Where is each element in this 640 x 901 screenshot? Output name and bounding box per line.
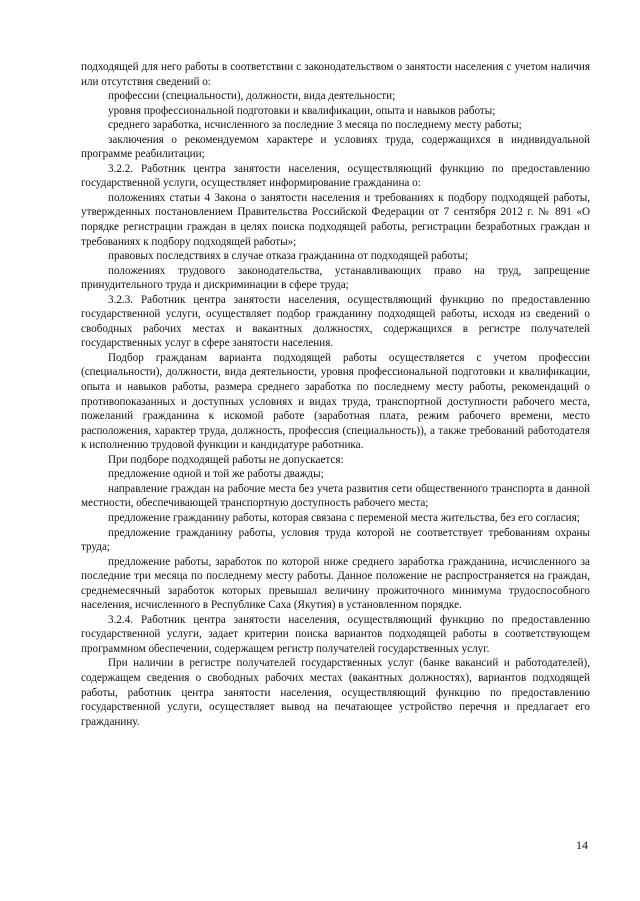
list-item-law-article-4: положениях статьи 4 Закона о занятости населения и требованиях к подбору подходящей работы, утвержденных постановлением Правительства Российской Федерации от 7 сентября 2012 г. № 891 «О порядке регистрации граждан в целях поиска подходящей работы, регистрации безработных граждан и требованиях к подбору подходящей работы»; [81,191,590,248]
paragraph-not-allowed: При подборе подходящей работы не допускается: [108,453,344,466]
paragraph-selection-criteria: Подбор гражданам варианта подходящей работы осуществляется с учетом профессии (специальности), должности, вида деятельности, уровня профессиональной подготовки и квалификации, опыта и навыков работы, размера среднего заработка по последнему месту работы, рекомендаций о противопоказанных и доступных условиях и видах труда, транспортной доступности рабочего места, пожеланий гражданина к искомой работе (заработная плата, режим рабочего времени, место расположения, характер труда, должность, профессия (специальность)), а также требований работодателя к исполнению трудовой функции и кандидатуре работника. [81,351,590,452]
paragraph-vacancy-register: При наличии в регистре получателей государственных услуг (банке вакансий и работодателей), содержащем сведения о свободных рабочих местах (вакантных должностях), вариантов подходящей работы, работник центра занятости населения, осуществляющий функцию по предоставлению государственной услуги, осуществляет вывод на печатающее устройство перечня и предлагает его гражданину. [81,657,590,728]
section-3-2-2: 3.2.2. Работник центра занятости населения, осуществляющий функцию по предоставлению государственной услуги, осуществляет информирование гражданина о: [81,162,590,190]
list-item-rehabilitation: заключения о рекомендуемом характере и условиях труда, содержащихся в индивидуальной программе реабилитации; [81,133,590,161]
document-page [81,60,590,729]
list-item-qualification: уровня профессиональной подготовки и квалификации, опыта и навыков работы; [108,104,496,117]
list-item-lower-salary: предложение работы, заработок по которой ниже среднего заработка гражданина, исчисленного за последние три месяца по последнему месту работы. Данное положение не распространяется на граждан, среднемесячный заработок которых превышал величину прожиточного минимума трудоспособного населения, исчисленного в Республике Саха (Якутия) в установленном порядке. [81,555,590,612]
list-item-transport: направление граждан на рабочие места без учета развития сети общественного транспорта в данной местности, обеспечивающей транспортную доступность рабочего места; [81,482,590,510]
list-item-profession: профессии (специальности), должности, вида деятельности; [108,90,396,103]
list-item-legal-consequences: правовых последствиях в случае отказа гражданина от подходящей работы; [108,250,469,263]
page-number: 14 [576,838,588,852]
section-3-2-4: 3.2.4. Работник центра занятости населения, осуществляющий функцию по предоставлению государственной услуги, задает критерии поиска вариантов подходящей работы в соответствующем программном обеспечении, содержащем регистр получателей государственных услуг. [81,613,590,655]
paragraph-continuation: подходящей для него работы в соответствии с законодательством о занятости населения с учетом наличия или отсутствия сведений о: [81,61,590,88]
list-item-average-salary: среднего заработка, исчисленного за последние 3 месяца по последнему месту работы; [108,119,522,132]
list-item-labour-safety: предложение гражданину работы, условия труда которой не соответствует требованиям охраны труда; [81,526,590,554]
list-item-relocation: предложение гражданину работы, которая связана с переменой места жительства, без его согласия; [108,511,580,524]
list-item-same-job-twice: предложение одной и той же работы дважды; [108,468,324,481]
list-item-labour-law: положениях трудового законодательства, устанавливающих право на труд, запрещение принудительного труда и дискриминации в сфере труда; [81,264,590,292]
section-3-2-3: 3.2.3. Работник центра занятости населения, осуществляющий функцию по предоставлению государственной услуги, осуществляет подбор гражданину подходящей работы, исходя из сведений о свободных рабочих местах и вакантных должностях, содержащихся в регистре получателей государственных услуг в сфере занятости населения. [81,293,590,350]
